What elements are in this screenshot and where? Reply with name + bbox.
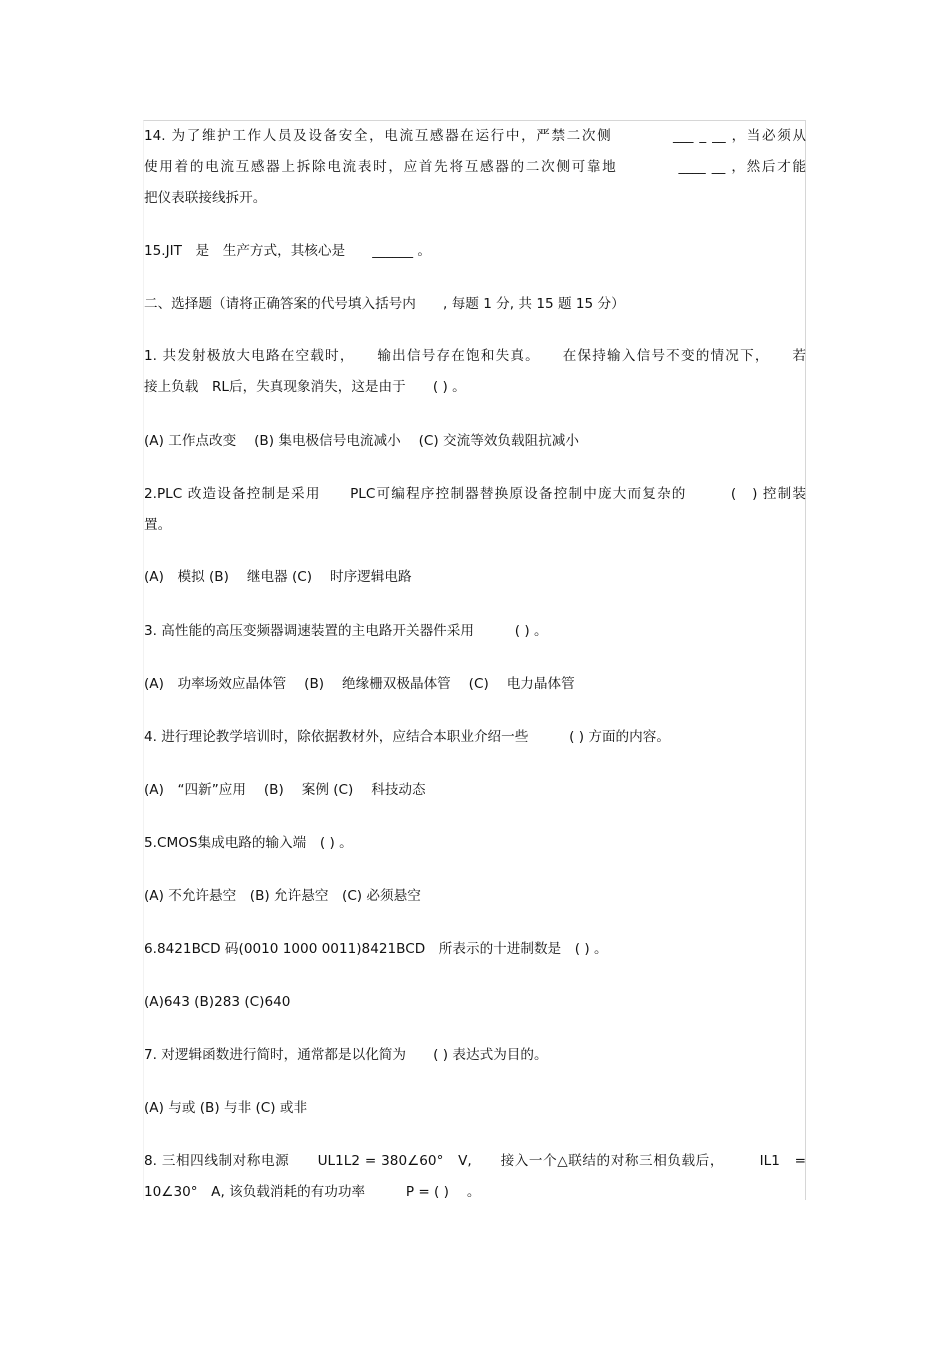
choice-8-line-2: 10∠30° A, 该负载消耗的有功功率 P = ( ) 。: [144, 1184, 481, 1200]
choice-6: 6.8421BCD 码(0010 1000 0011)8421BCD 所表示的十进制数是 ( ) 。: [144, 941, 608, 957]
choice-2-line-1: 2.PLC 改造设备控制是采用 PLC可编程序控制器替换原设备控制中庞大而复杂的 ( ) 控制装: [144, 486, 806, 502]
choice-4: 4. 进行理论教学培训时，除依据教材外，应结合本职业介绍一些 ( ) 方面的内容。: [144, 729, 670, 745]
choice-5: 5.CMOS集成电路的输入端 ( ) 。: [144, 835, 353, 851]
section-heading: 二、选择题（请将正确答案的代号填入括号内 , 每题 1 分, 共 15 题 15 分）: [144, 296, 625, 312]
question-14-line-3: 把仪表联接线拆开。: [144, 190, 267, 206]
choice-8-line-1: 8. 三相四线制对称电源 UL1L2 = 380∠60° V, 接入一个△联结的对称三相负载后， IL1 =: [144, 1153, 806, 1169]
choice-1-line-2: 接上负载 RL后，失真现象消失，这是由于 ( ) 。: [144, 379, 466, 395]
choice-2-line-2: 置。: [144, 517, 172, 533]
choice-7: 7. 对逻辑函数进行简时，通常都是以化简为 ( ) 表达式为目的。: [144, 1047, 548, 1063]
choice-1-line-1: 1. 共发射极放大电路在空载时， 输出信号存在饱和失真。 在保持输入信号不变的情况下， 若: [144, 348, 806, 364]
choice-7-options: (A) 与或 (B) 与非 (C) 或非: [144, 1100, 308, 1116]
choice-5-options: (A) 不允许悬空 (B) 允许悬空 (C) 必须悬空: [144, 888, 421, 904]
choice-3-options: (A) 功率场效应晶体管 (B) 绝缘栅双极晶体管 (C) 电力晶体管: [144, 676, 575, 692]
choice-6-options: (A)643 (B)283 (C)640: [144, 994, 291, 1010]
choice-1-options: (A) 工作点改变 (B) 集电极信号电流减小 (C) 交流等效负载阻抗减小: [144, 433, 579, 449]
question-14-line-1: 14. 为了维护工作人员及设备安全，电流互感器在运行中，严禁二次侧 ___ _ __ ，当必须从: [144, 128, 806, 144]
question-14-line-2: 使用着的电流互感器上拆除电流表时，应首先将互感器的二次侧可靠地 ____ __ ，然后才能: [144, 159, 806, 175]
choice-4-options: (A) “四新”应用 (B) 案例 (C) 科技动态: [144, 782, 426, 798]
page-frame: [143, 120, 806, 1200]
choice-2-options: (A) 模拟 (B) 继电器 (C) 时序逻辑电路: [144, 569, 412, 585]
choice-3: 3. 高性能的高压变频器调速装置的主电路开关器件采用 ( ) 。: [144, 623, 548, 639]
question-15: 15.JIT 是 生产方式，其核心是 ______ 。: [144, 243, 431, 259]
